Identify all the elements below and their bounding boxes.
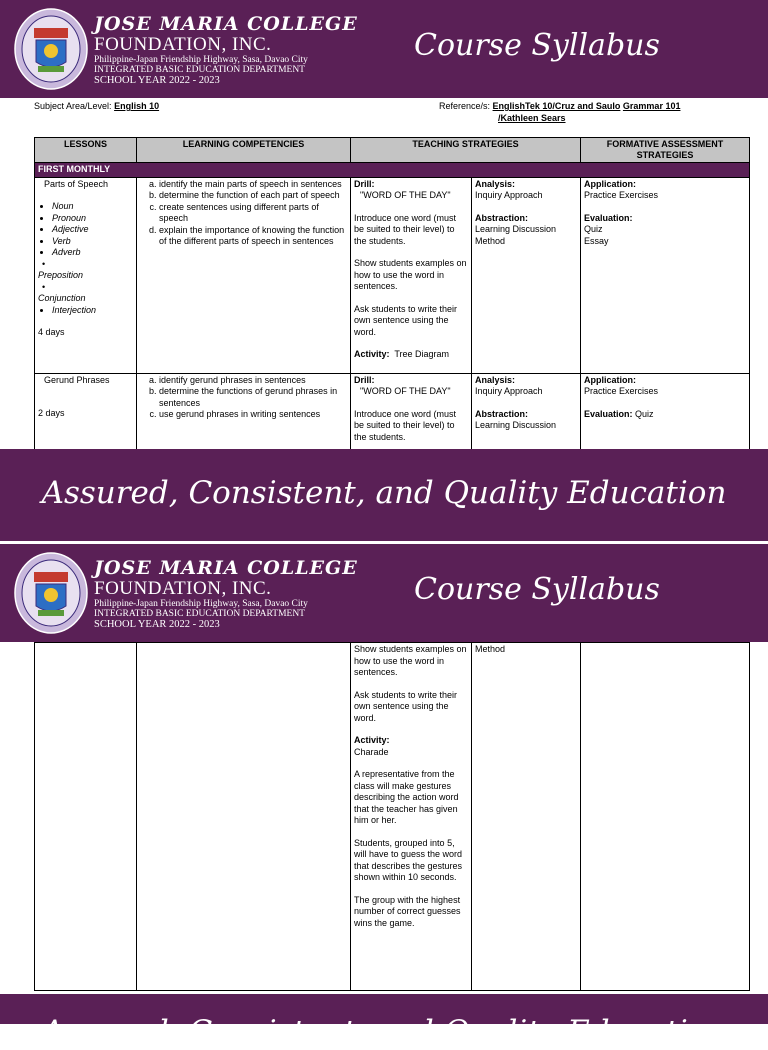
evaluation-value: Quiz [584,224,603,234]
lesson-title: Gerund Phrases [44,374,110,385]
evaluation-line [584,409,746,421]
list-item: b. determine the functions of gerund phrases in sentences [159,386,347,409]
motto: Assured, Consistent, and Quality Education [41,1014,727,1050]
abstraction-value: Learning Discussion Method [475,224,557,246]
drill-cell [351,373,472,453]
college-name-line1: JOSE MARIA COLLEGE [94,13,358,35]
application-label: Application: [584,374,636,385]
reference-value-1: EnglishTek 10/Cruz and Saulo [492,101,621,111]
drill-paragraph: Introduce one word (must be suited to their level) to the students. [354,212,457,246]
lesson-days: 2 days [38,408,65,418]
list-item: • Noun [52,201,133,213]
department: INTEGRATED BASIC EDUCATION DEPARTMENT [94,609,305,619]
reference-value-3: /Kathleen Sears [498,113,566,123]
college-seal-icon [14,8,88,90]
list-item: • Adverb [52,247,133,259]
application-value: Practice Exercises [584,386,659,396]
reference-meta [439,101,680,111]
lesson-days: 4 days [38,327,65,337]
col-header-competencies: LEARNING COMPETENCIES [137,138,351,163]
drill-paragraph: The group with the highest number of correct guesses wins the game. [354,894,461,928]
assessment-cell [581,373,750,453]
list-item: Preposition [38,270,84,280]
drill-value: "WORD OF THE DAY" [360,190,451,200]
lesson-cell [35,373,137,453]
abstraction-label: Abstraction: [475,408,529,419]
drill-paragraph: Ask students to write their own sentence using the word. [354,303,458,337]
parts-list [38,201,133,259]
subject-label: Subject Area/Level: [34,101,112,111]
abstraction-value: Learning Discussion [475,420,557,430]
subject-meta [34,101,159,111]
drill-paragraph: Students, grouped into 5, will have to guess the word that describes the gestures shown within 10 seconds. [354,837,463,882]
college-block [94,14,358,86]
abstraction-label: Abstraction: [475,212,529,223]
activity-value: Tree Diagram [394,349,450,359]
doc-title: Course Syllabus [414,28,660,63]
analysis-cell [472,177,581,373]
drill-label: Drill: [354,178,375,189]
section-row [35,163,750,178]
reference-meta-2 [498,113,566,123]
syllabus-table [34,137,750,454]
parts-list-2 [38,305,133,317]
drill-paragraph: Show students examples on how to use the word in sentences. [354,644,467,677]
subject-value: English 10 [114,101,160,111]
list-item: d. explain the importance of knowing the function of the different parts of speech in sentences [159,225,347,248]
college-address: Philippine-Japan Friendship Highway, Sasa, Davao City [94,55,308,65]
competency-cell [137,177,351,373]
application-label: Application: [584,178,636,189]
list-item: • Verb [52,236,133,248]
analysis-cell [472,643,581,991]
school-year: SCHOOL YEAR 2022 - 2023 [94,619,220,630]
drill-cell [351,643,472,991]
evaluation-value: Quiz [635,408,654,419]
assessment-cell [581,643,750,991]
assessment-cell [581,177,750,373]
motto: Assured, Consistent, and Quality Education [41,475,727,511]
activity-value: Charade [354,746,389,757]
list-item: a. identify gerund phrases in sentences [159,375,347,387]
list-item: • Interjection [52,305,133,317]
drill-paragraph: Introduce one word (must be suited to their level) to the students. [354,408,457,442]
header-banner [0,544,768,642]
analysis-value: Inquiry Approach [475,386,543,396]
college-name-line2: FOUNDATION, INC. [94,34,272,55]
evaluation-label: Evaluation: [584,212,633,223]
drill-label: Drill: [354,374,375,385]
college-block [94,558,358,630]
college-address: Philippine-Japan Friendship Highway, Sasa, Davao City [94,599,308,609]
table-row [35,177,750,373]
analysis-cell [472,373,581,453]
header-banner [0,0,768,98]
evaluation-label: Evaluation: [584,408,633,419]
list-item: • Adjective [52,224,133,236]
table-row [35,373,750,453]
lesson-cell: Parts of Speech • Noun • Pronoun • Adjective • Verb • Adverb • Preposition • Conjunction • Interjection 4 days [35,177,137,373]
drill-value: "WORD OF THE DAY" [360,386,451,396]
application-value: Practice Exercises [584,190,659,200]
competency-cell [137,643,351,991]
section-label: FIRST MONTHLY [35,163,750,178]
syllabus-table-continued [34,642,750,991]
drill-cell [351,177,472,373]
lesson-title: Parts of Speech [44,178,109,189]
lesson-cell [35,643,137,991]
activity-label: Activity: [354,735,390,745]
competency-list [140,179,347,248]
abstraction-value: Method [475,644,506,654]
drill-paragraph: Show students examples on how to use the word in sentences. [354,258,467,291]
analysis-label: Analysis: [475,374,516,385]
col-header-assessment: FORMATIVE ASSESSMENT STRATEGIES [581,138,750,163]
reference-value-2: Grammar 101 [622,101,681,111]
school-year: SCHOOL YEAR 2022 - 2023 [94,75,220,86]
college-seal-icon [14,552,88,634]
evaluation-value: Essay [584,235,609,246]
list-item: a. identify the main parts of speech in sentences [159,179,347,191]
activity-label: Activity: [354,349,390,359]
list-item: b. determine the function of each part of speech [159,190,347,202]
footer-banner [0,449,768,541]
drill-paragraph: Ask students to write their own sentence using the word. [354,689,458,723]
list-item: c. use gerund phrases in writing sentences [159,409,347,421]
analysis-label: Analysis: [475,178,516,189]
department: INTEGRATED BASIC EDUCATION DEPARTMENT [94,65,305,75]
list-item: Conjunction [38,293,86,303]
competency-list [140,375,347,421]
reference-label: Reference/s: [439,101,491,111]
drill-paragraph: A representative from the class will make gestures describing the action word that the teacher has given him or her. [354,769,459,825]
table-row [35,643,750,991]
doc-title: Course Syllabus [414,572,660,607]
activity-line [354,349,468,361]
competency-cell [137,373,351,453]
col-header-lessons: LESSONS [35,138,137,163]
footer-banner [0,994,768,1050]
analysis-value: Inquiry Approach [475,190,543,200]
list-item: c. create sentences using different parts of speech [159,202,347,225]
list-item: • Pronoun [52,213,133,225]
col-header-strategies: TEACHING STRATEGIES [351,138,581,163]
college-name-line1: JOSE MARIA COLLEGE [94,557,358,579]
college-name-line2: FOUNDATION, INC. [94,578,272,599]
